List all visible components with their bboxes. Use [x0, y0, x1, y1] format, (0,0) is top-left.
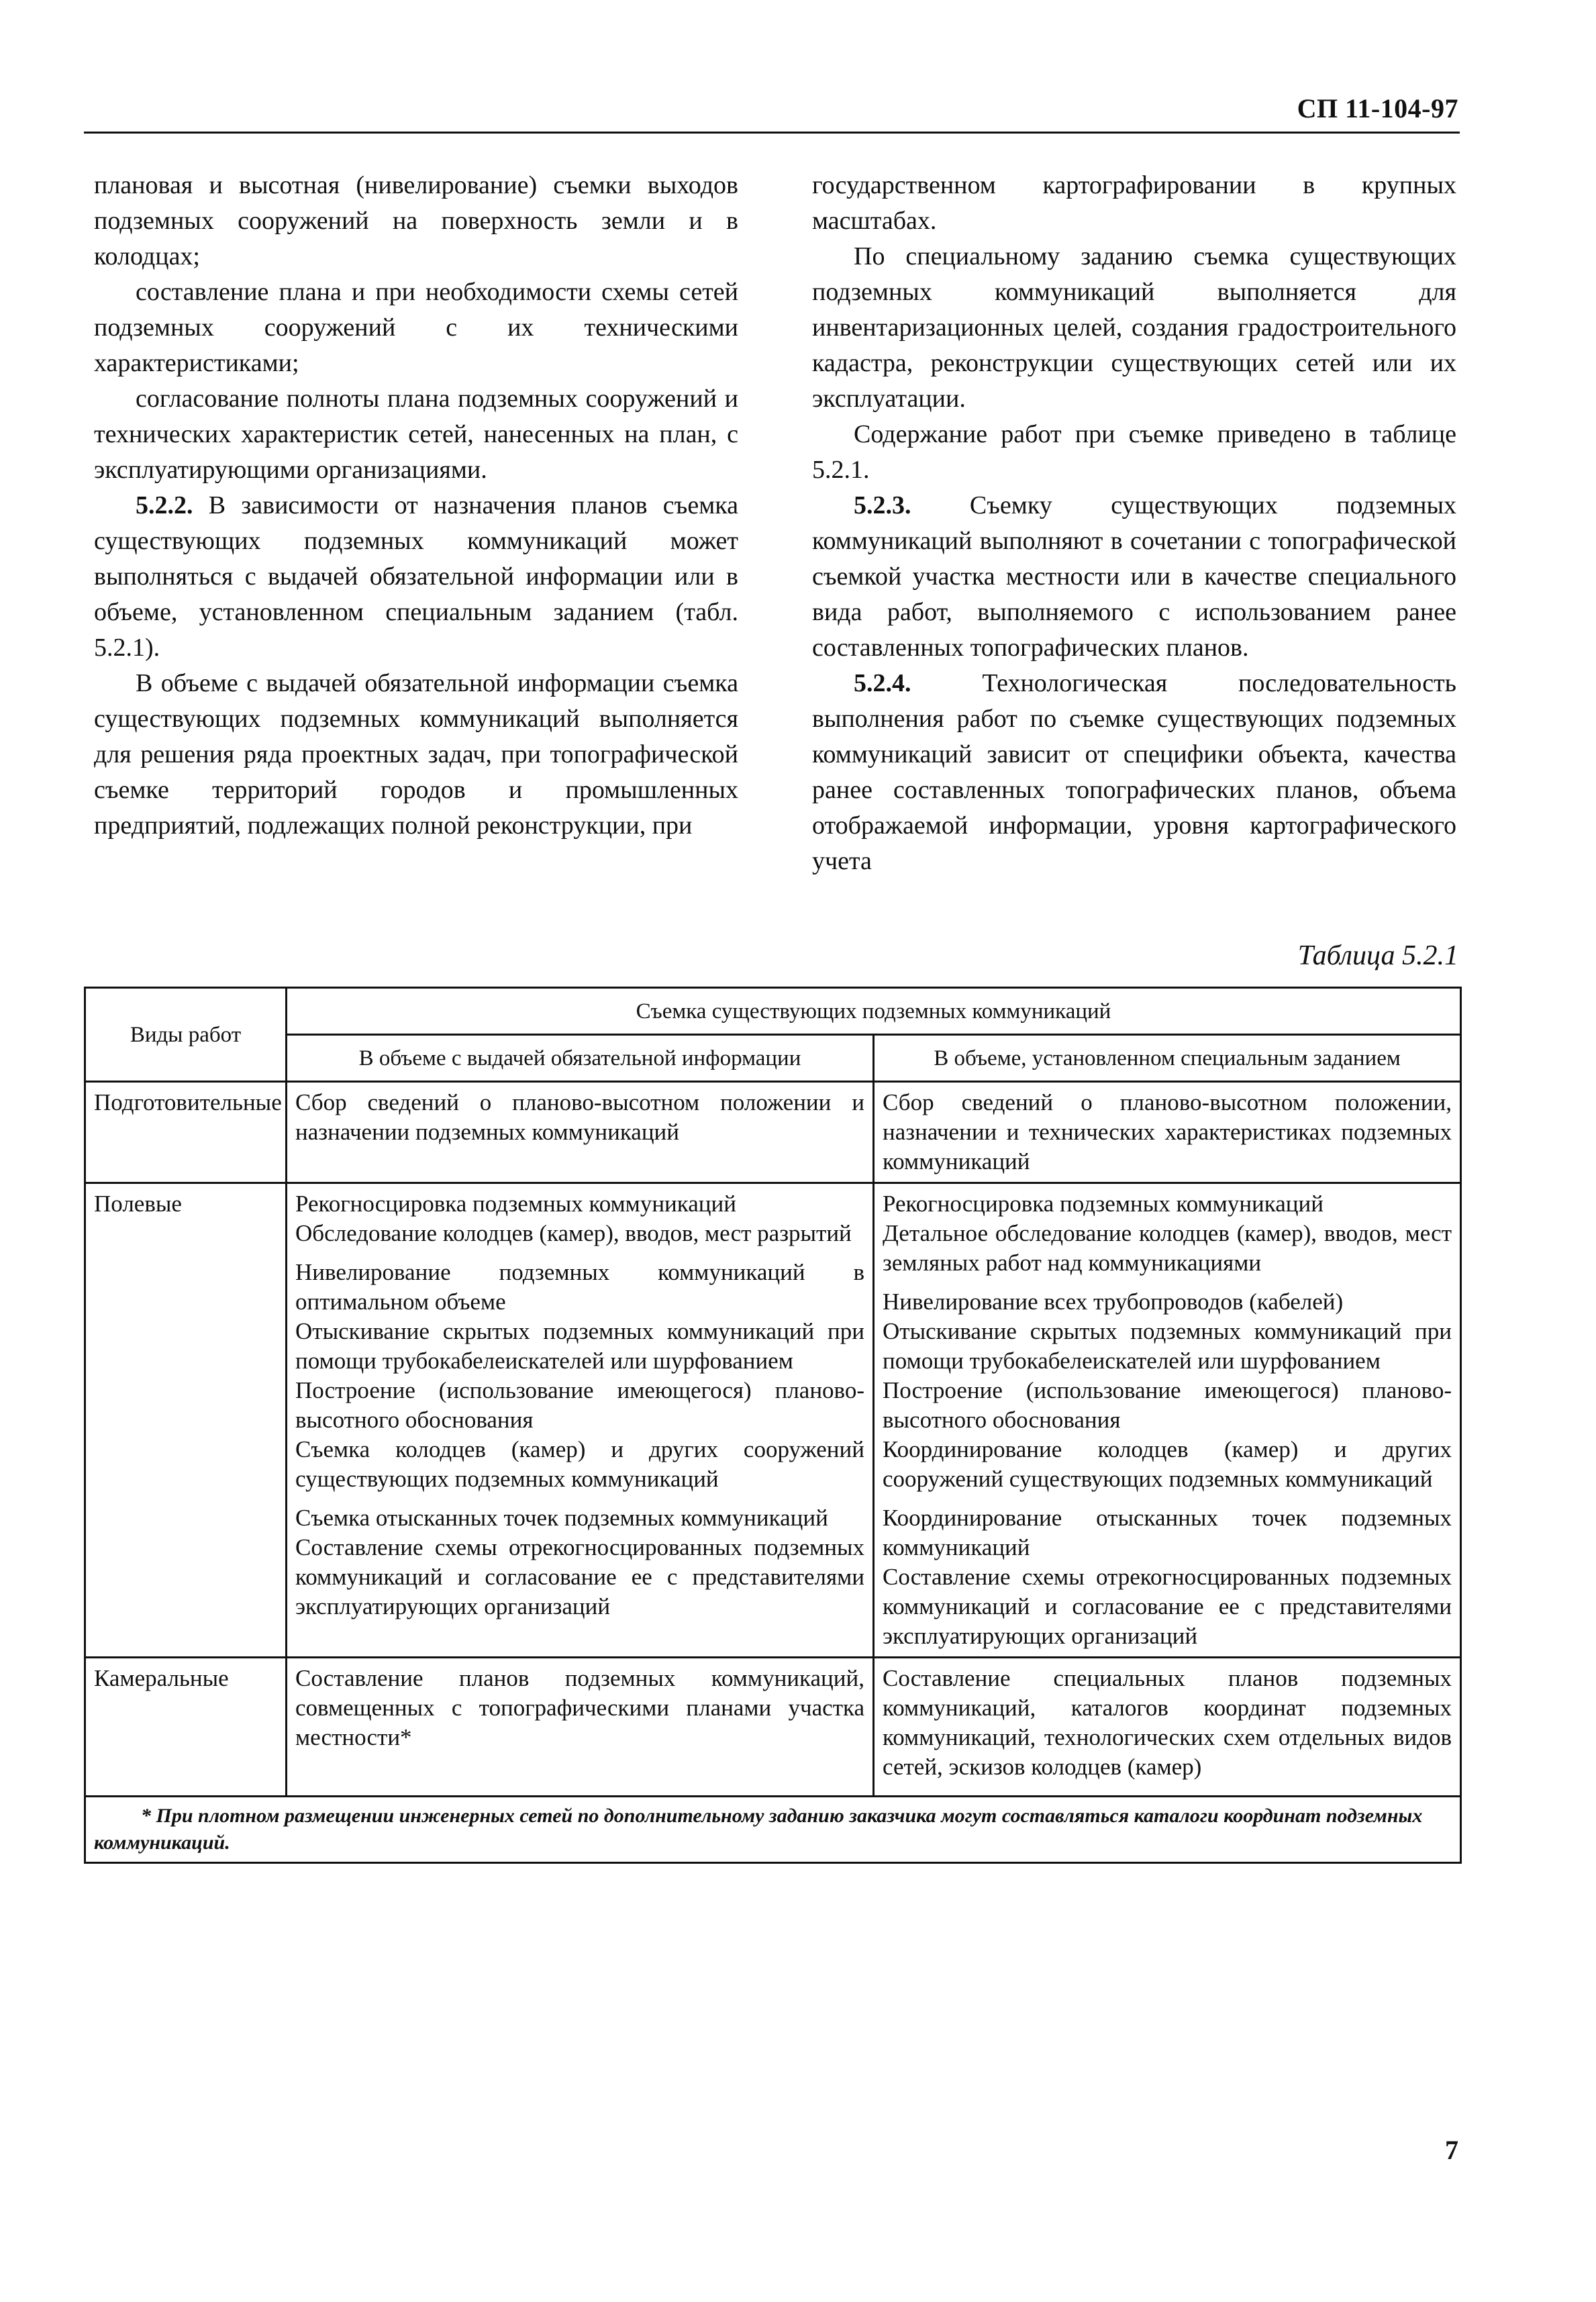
work-kind-cell: Подготовительные: [85, 1082, 287, 1183]
work-item: Составление специальных планов подземных коммуникаций, каталогов координат подземных коммуникаций, технологических схем отдельных видов сетей, эскизов колодцев (камер): [883, 1665, 1452, 1780]
paragraph-text: В объеме с выдачей обязательной информации съемка существующих подземных коммуникаций выполняется для решения ряда проектных задач, при топографической съемке территорий городов и промышленных предприятий, подлежащих полной реконструкции, при: [94, 669, 738, 840]
paragraph: [94, 168, 738, 274]
work-item: Отыскивание скрытых подземных коммуникаций при помощи трубокабелеискателей или шурфованием: [295, 1318, 864, 1374]
paragraph-text: плановая и высотная (нивелирование) съемки выходов подземных сооружений на поверхность земли и в колодцах;: [94, 171, 738, 270]
paragraph-text: По специальному заданию съемка существующих подземных коммуникаций выполняется для инвентаризационных целей, создания градостроительного кадастра, реконструкции существующих сетей или их эксплуатации.: [812, 242, 1456, 413]
work-item: Сбор сведений о планово-высотном положении и назначении подземных коммуникаций: [295, 1089, 864, 1145]
paragraph-text: В зависимости от назначения планов съемка существующих подземных коммуникаций может выполняться с выдачей обязательной информации или в объеме, установленном специальным заданием (табл. 5.2.1).: [94, 491, 738, 662]
works-table: [84, 987, 1462, 1864]
col-kind-header: Виды работ: [85, 988, 287, 1082]
work-item: Детальное обследование колодцев (камер), вводов, мест земляных работ над коммуникациями: [883, 1220, 1452, 1276]
page-number: 7: [1445, 2135, 1458, 2165]
paragraph: [812, 417, 1456, 488]
special-task-cell: [874, 1082, 1461, 1183]
paragraph-text: Съемку существующих подземных коммуникаций выполняют в сочетании с топографической съемкой участка местности или в качестве специального вида работ, выполняемого с использованием ранее составленных топографических планов.: [812, 491, 1456, 662]
table-row: [85, 1183, 1461, 1658]
work-item: Координирование отысканных точек подземных коммуникаций: [883, 1505, 1452, 1560]
paragraph: [94, 488, 738, 666]
paragraph: [812, 666, 1456, 879]
special-task-cell: [874, 1658, 1461, 1797]
section-number: 5.2.3.: [854, 491, 911, 519]
work-item: Съемка колодцев (камер) и других сооружений существующих подземных коммуникаций: [295, 1436, 864, 1492]
paragraph-text: Содержание работ при съемке приведено в таблице 5.2.1.: [812, 420, 1456, 484]
col-b-header: В объеме, установленном специальным заданием: [874, 1035, 1461, 1082]
mandatory-info-cell: [287, 1082, 874, 1183]
paragraph: [94, 274, 738, 381]
work-item: Составление планов подземных коммуникаций, совмещенных с топографическими планами участка местности*: [295, 1665, 864, 1750]
paragraph-text: государственном картографировании в крупных масштабах.: [812, 171, 1456, 235]
work-item: Нивелирование подземных коммуникаций в оптимальном объеме: [295, 1259, 864, 1315]
table-footnote: [85, 1797, 1461, 1863]
work-item: Обследование колодцев (камер), вводов, мест разрытий: [295, 1220, 852, 1246]
header-code: СП 11-104-97: [1297, 93, 1458, 123]
paragraph-text: составление плана и при необходимости схемы сетей подземных сооружений с их техническими характеристиками;: [94, 278, 738, 377]
group-header: Съемка существующих подземных коммуникаций: [287, 988, 1461, 1035]
left-column: [94, 168, 738, 844]
work-item: Нивелирование всех трубопроводов (кабелей): [883, 1289, 1344, 1315]
work-item: Рекогносцировка подземных коммуникаций: [883, 1191, 1324, 1217]
work-kind-cell: Полевые: [85, 1183, 287, 1658]
table-row: [85, 1082, 1461, 1183]
col-a-header: В объеме с выдачей обязательной информации: [287, 1035, 874, 1082]
paragraph: [94, 666, 738, 844]
special-task-cell: [874, 1183, 1461, 1658]
work-item: Съемка отысканных точек подземных коммуникаций: [295, 1505, 828, 1531]
section-number: 5.2.2.: [136, 491, 193, 519]
work-item: Координирование колодцев (камер) и других сооружений существующих подземных коммуникаций: [883, 1436, 1452, 1492]
work-item: Отыскивание скрытых подземных коммуникаций при помощи трубокабелеискателей или шурфованием: [883, 1318, 1452, 1374]
work-item: Составление схемы отрекогносцированных подземных коммуникаций и согласование ее с представителями эксплуатирующих организаций: [295, 1534, 864, 1619]
work-item: Построение (использование имеющегося) планово-высотного обоснования: [295, 1377, 864, 1433]
work-item: Рекогносцировка подземных коммуникаций: [295, 1191, 736, 1217]
work-item: Построение (использование имеющегося) планово-высотного обоснования: [883, 1377, 1452, 1433]
right-column: [812, 168, 1456, 879]
paragraph: [812, 239, 1456, 417]
work-item: Сбор сведений о планово-высотном положении, назначении и технических характеристиках подземных коммуникаций: [883, 1089, 1452, 1174]
footnote-text: * При плотном размещении инженерных сетей по дополнительному заданию заказчика могут составляться каталоги координат подземных коммуникаций.: [94, 1805, 1423, 1854]
table-row: [85, 1658, 1461, 1797]
paragraph-text: Технологическая последовательность выполнения работ по съемке существующих подземных коммуникаций зависит от специфики объекта, качества ранее составленных топографических планов, объема отображаемой информации, уровня картографического учета: [812, 669, 1456, 875]
table-caption: Таблица 5.2.1: [1297, 940, 1458, 971]
header-rule: [84, 132, 1460, 134]
section-number: 5.2.4.: [854, 669, 911, 697]
paragraph: [94, 381, 738, 488]
paragraph-text: согласование полноты плана подземных сооружений и технических характеристик сетей, нанесенных на план, с эксплуатирующими организациями.: [94, 385, 738, 484]
mandatory-info-cell: [287, 1183, 874, 1658]
work-kind-cell: Камеральные: [85, 1658, 287, 1797]
work-item: Составление схемы отрекогносцированных подземных коммуникаций и согласование ее с представителями эксплуатирующих организаций: [883, 1564, 1452, 1649]
paragraph: [812, 488, 1456, 666]
paragraph: [812, 168, 1456, 239]
mandatory-info-cell: [287, 1658, 874, 1797]
